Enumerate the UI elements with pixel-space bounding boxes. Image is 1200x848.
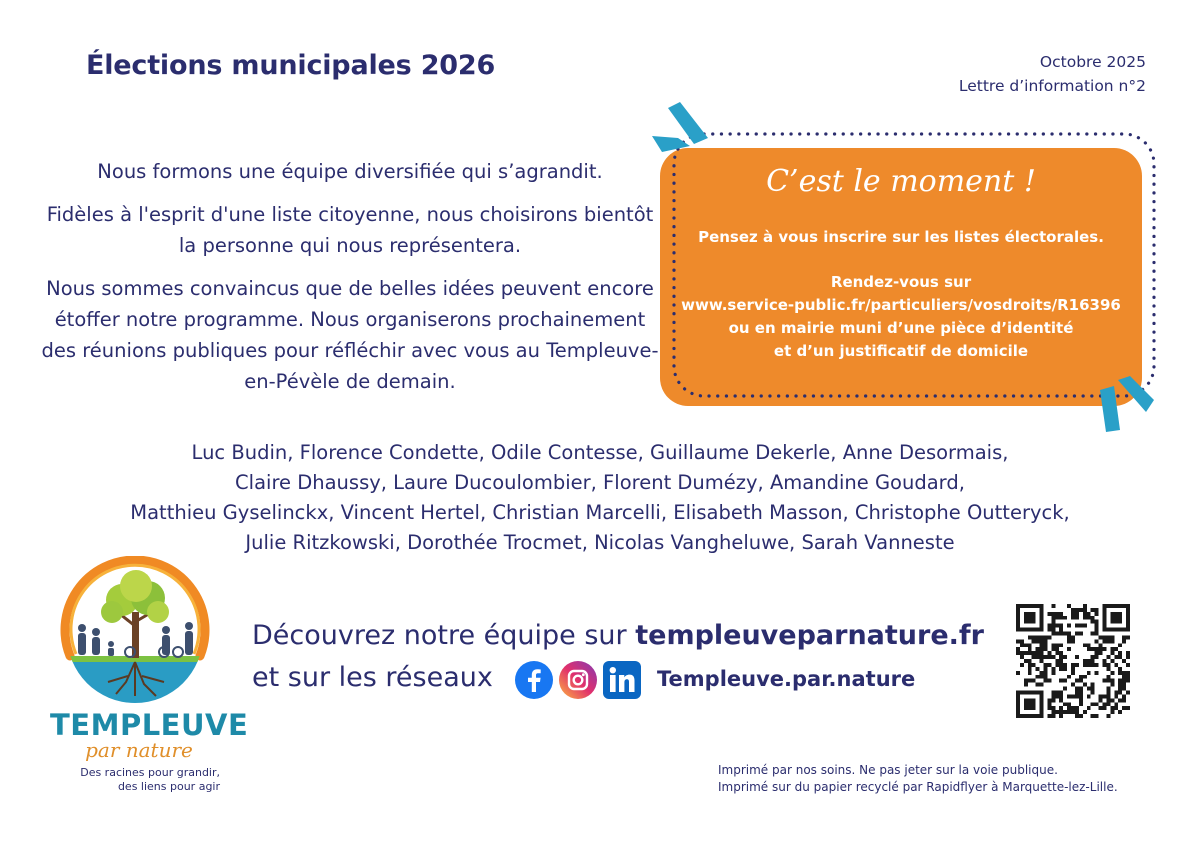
facebook-icon[interactable] xyxy=(515,661,553,699)
page-title: Élections municipales 2026 xyxy=(86,50,496,81)
logo-subtitle: par nature xyxy=(85,738,193,762)
cta-line-register: Pensez à vous inscrire sur les listes électorales. xyxy=(698,228,1104,246)
discover-line xyxy=(252,620,984,651)
intro-paragraph-2: Fidèles à l'esprit d'une liste citoyenne, nous choisirons bientôt la personne qui nous représentera. xyxy=(46,203,654,257)
print-notice-2: Imprimé sur du papier recyclé par Rapidflyer à Marquette-lez-Lille. xyxy=(718,780,1118,794)
print-notice-1: Imprimé par nos soins. Ne pas jeter sur la voie publique. xyxy=(718,763,1058,777)
logo-emblem-icon xyxy=(56,556,214,714)
team-line-4: Julie Ritzkowski, Dorothée Trocmet, Nicolas Vangheluwe, Sarah Vanneste xyxy=(245,531,955,554)
issue-info xyxy=(959,50,1146,98)
team-line-3: Matthieu Gyselinckx, Vincent Hertel, Christian Marcelli, Elisabeth Masson, Christophe Outteryck, xyxy=(130,501,1070,524)
logo-name: TEMPLEUVE xyxy=(50,708,249,742)
intro-paragraph-3: Nous sommes convaincus que de belles idées peuvent encore étoffer notre programme. Nous organiserons prochainement des réunions publiques pour réfléchir avec vous au Templeuve-en-Pévèle de demain. xyxy=(41,277,659,393)
cta-url-link[interactable]: www.service-public.fr/particuliers/vosdroits/R16396 xyxy=(681,296,1121,314)
logo-tagline xyxy=(40,766,220,794)
qr-code[interactable] xyxy=(1016,604,1130,718)
print-notice xyxy=(718,762,1118,796)
issue-number: Lettre d’information n°2 xyxy=(958,77,1146,95)
cta-line-justificatif: et d’un justificatif de domicile xyxy=(773,342,1029,360)
cta-line-mairie: ou en mairie muni d’une pièce d’identité xyxy=(728,319,1074,337)
linkedin-icon[interactable] xyxy=(603,661,641,699)
issue-date: Octobre 2025 xyxy=(1039,53,1146,71)
spark-top-left-icon xyxy=(652,102,708,152)
website-link[interactable]: templeuveparnature.fr xyxy=(635,620,984,651)
logo-tagline-1: Des racines pour grandir, xyxy=(80,766,220,779)
networks-label: et sur les réseaux xyxy=(252,662,493,693)
intro-paragraph-1: Nous formons une équipe diversifiée qui s’agrandit. xyxy=(97,160,603,183)
team-names xyxy=(40,438,1160,558)
cta-text xyxy=(660,226,1142,363)
logo-tagline-2: des liens pour agir xyxy=(117,780,220,793)
discover-prefix: Découvrez notre équipe sur xyxy=(252,620,636,651)
team-line-2: Claire Dhaussy, Laure Ducoulombier, Florent Dumézy, Amandine Goudard, xyxy=(235,471,965,494)
instagram-icon[interactable] xyxy=(559,661,597,699)
social-handle[interactable]: Templeuve.par.nature xyxy=(657,667,916,691)
cta-title: C’est le moment ! xyxy=(766,164,1036,199)
team-line-1: Luc Budin, Florence Condette, Odile Contesse, Guillaume Dekerle, Anne Desormais, xyxy=(191,441,1009,464)
cta-line-rendezvous: Rendez-vous sur xyxy=(830,273,972,291)
intro-text xyxy=(40,156,660,409)
